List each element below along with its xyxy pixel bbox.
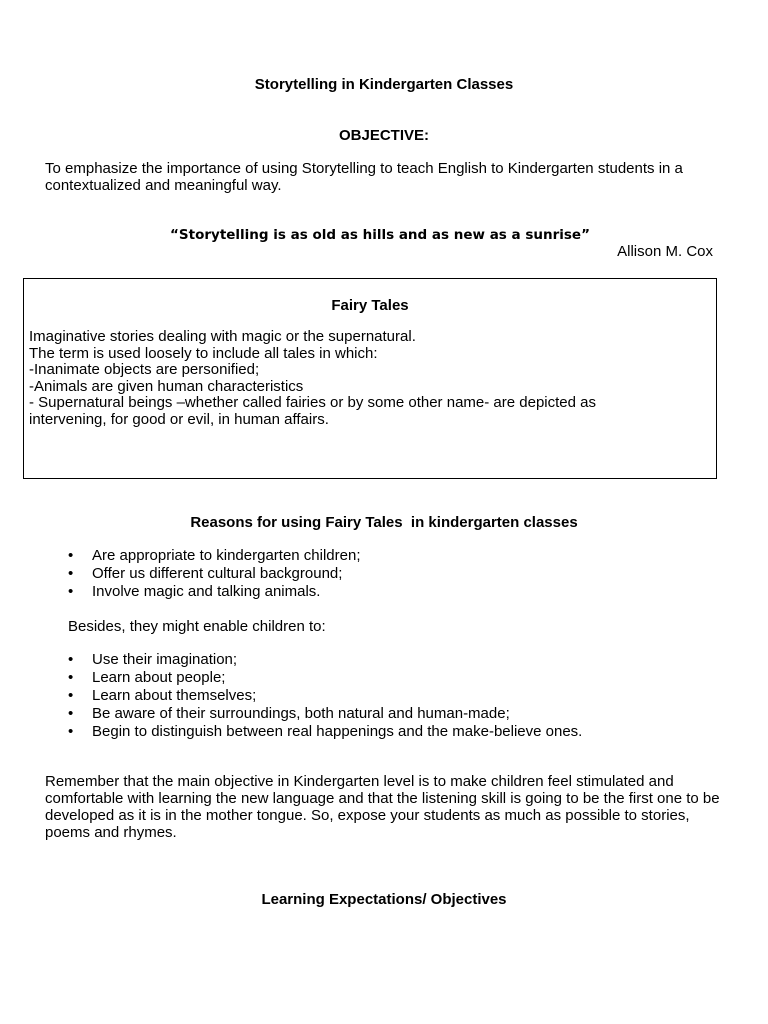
list-item: • Learn about people; xyxy=(68,669,582,687)
list-item: • Begin to distinguish between real happenings and the make-believe ones. xyxy=(68,723,582,741)
definition-line: -Inanimate objects are personified; xyxy=(29,361,260,379)
besides-text: Besides, they might enable children to: xyxy=(68,618,326,635)
remember-paragraph: Remember that the main objective in Kindergarten level is to make children feel stimulated and comfortable with learning the new language and that the listening skill is going to be the first one to be developed as it is in the mother tongue. So, expose your students as much as possible to stories, poems and rhymes. xyxy=(45,773,720,841)
enable-list xyxy=(68,651,582,741)
fairy-tales-box xyxy=(23,278,717,479)
fairy-tales-title: Fairy Tales xyxy=(331,297,409,314)
list-item: • Are appropriate to kindergarten children; xyxy=(68,547,361,565)
reasons-heading: Reasons for using Fairy Tales in kindergarten classes xyxy=(190,514,578,531)
fairy-tales-definition xyxy=(29,329,709,429)
list-item: • Learn about themselves; xyxy=(68,687,582,705)
definition-line: intervening, for good or evil, in human affairs. xyxy=(29,410,329,428)
definition-line: -Animals are given human characteristics xyxy=(29,377,304,395)
list-item: • Involve magic and talking animals. xyxy=(68,583,361,601)
objective-text: To emphasize the importance of using Storytelling to teach English to Kindergarten students in a contextualized and meaningful way. xyxy=(45,160,683,194)
quote-text: “Storytelling is as old as hills and as new as a sunrise” xyxy=(170,227,590,243)
quote-author: Allison M. Cox xyxy=(617,243,713,260)
list-item: • Offer us different cultural background; xyxy=(68,565,361,583)
learning-expectations-heading: Learning Expectations/ Objectives xyxy=(261,891,507,908)
page-title: Storytelling in Kindergarten Classes xyxy=(254,76,514,93)
reasons-list xyxy=(68,547,361,601)
definition-line: The term is used loosely to include all tales in which: xyxy=(29,344,378,362)
list-item: • Be aware of their surroundings, both natural and human-made; xyxy=(68,705,582,723)
objective-heading: OBJECTIVE: xyxy=(338,127,429,144)
definition-line: Imaginative stories dealing with magic or the supernatural. xyxy=(29,328,416,345)
list-item: • Use their imagination; xyxy=(68,651,582,669)
definition-line: - Supernatural beings –whether called fairies or by some other name- are depicted as xyxy=(29,394,596,412)
